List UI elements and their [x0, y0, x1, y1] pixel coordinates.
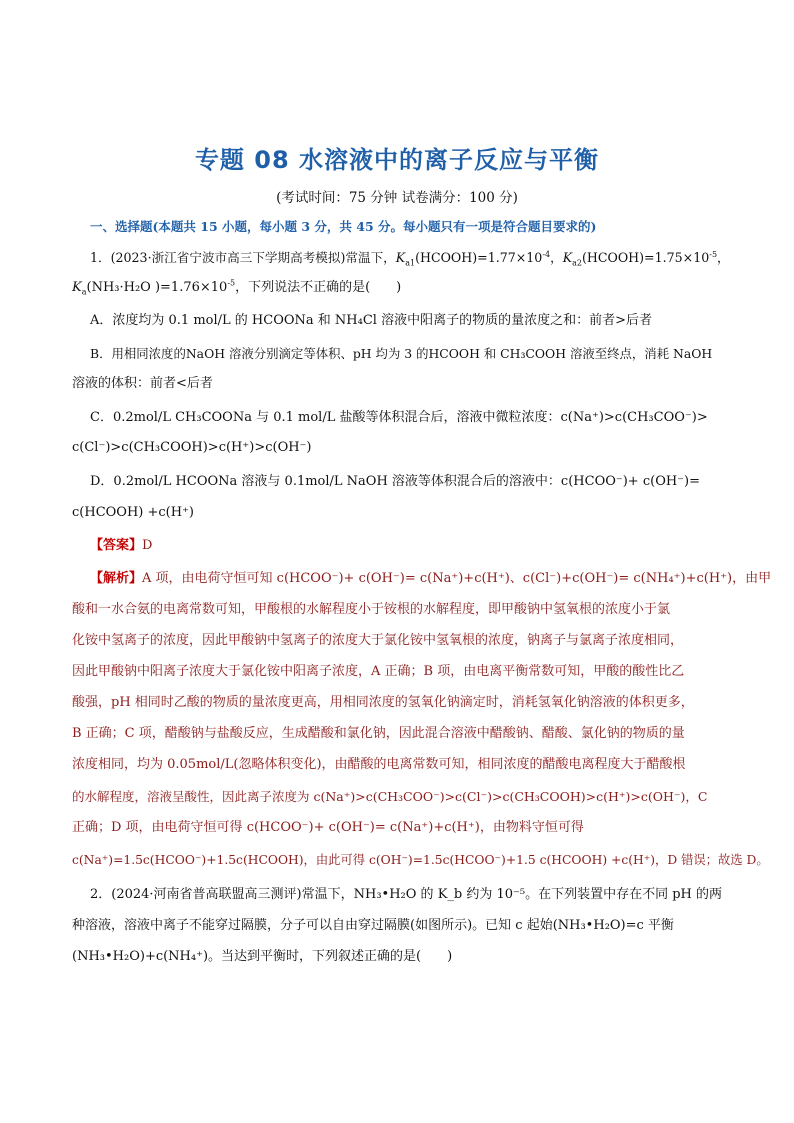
- q1-analysis-line10: c(Na⁺)=1.5c(HCOO⁻)+1.5c(HCOOH)，由此可得 c(OH⁻)=1.5c(HCOO⁻)+1.5 c(HCOOH) +c(H⁺)，D 错误；故选 D。: [72, 853, 769, 867]
- ka2-symbol: K: [562, 250, 573, 265]
- ka1-subscript: a1: [405, 258, 416, 268]
- q1-option-c-line1: C．0.2mol/L CH₃COONa 与 0.1 mol/L 盐酸等体积混合后，溶液中微粒浓度：c(Na⁺)>c(CH₃COO⁻)>: [90, 410, 708, 425]
- q2-stem-line2: 种溶液，溶液中离子不能穿过隔膜，分子可以自由穿过隔膜(如图所示)。已知 c 起始(NH₃•H₂O)=c 平衡: [72, 918, 674, 933]
- q1-option-b-line1: B．用相同浓度的NaOH 溶液分别滴定等体积、pH 均为 3 的HCOOH 和 CH₃COOH 溶液至终点，消耗 NaOH: [90, 346, 713, 361]
- ka1-exponent: -4: [542, 249, 551, 259]
- q1-stem-start: 1．(2023·浙江省宁波市高三下学期高考模拟)常温下，: [90, 250, 396, 265]
- q1-stem-line2: [72, 279, 732, 297]
- answer-label: 【答案】: [90, 538, 143, 553]
- q1-option-c-line2: c(Cl⁻)>c(CH₃COOH)>c(H⁺)>c(OH⁻): [72, 440, 312, 455]
- kb-symbol: K: [72, 280, 82, 295]
- analysis-label: 【解析】: [90, 571, 143, 586]
- q1-analysis-line9: 正确；D 项，由电荷守恒可得 c(HCOO⁻)+ c(OH⁻)= c(Na⁺)+c(H⁺)，由物料守恒可得: [72, 820, 584, 835]
- q1-option-d-line1: D．0.2mol/L HCOONa 溶液与 0.1mol/L NaOH 溶液等体积混合后的溶液中：c(HCOO⁻)+ c(OH⁻)=: [90, 474, 701, 489]
- ka2-exponent: -5: [709, 249, 718, 259]
- q1-answer: [90, 537, 750, 555]
- kb-exponent: -5: [227, 278, 236, 288]
- q1-option-b-line2: 溶液的体积：前者<后者: [72, 376, 213, 391]
- answer-value: D: [142, 538, 153, 553]
- q1-analysis-line2: 酸和一水合氨的电离常数可知，甲酸根的水解程度小于铵根的水解程度，即甲酸钠中氢氧根的浓度小于氯: [72, 602, 671, 617]
- analysis-text: A 项，由电荷守恒可知 c(HCOO⁻)+ c(OH⁻)= c(Na⁺)+c(H⁺)、c(Cl⁻)+c(OH⁻)= c(NH₄⁺)+c(H⁺)，由甲: [142, 571, 772, 586]
- kb-value: (NH₃·H₂O )=1.76×10: [86, 280, 228, 295]
- q2-stem-line1: 2．(2024·河南省普高联盟高三测评)常温下，NH₃•H₂O 的 K_b 约为 10⁻⁵。在下列装置中存在不同 pH 的两: [90, 887, 723, 902]
- q1-analysis-line3: 化铵中氢离子的浓度，因此甲酸钠中氢离子的浓度大于氯化铵中氢氧根的浓度，钠离子与氯离子浓度相同，: [72, 633, 684, 648]
- ka2-subscript: a2: [572, 258, 582, 268]
- q1-analysis-line8: 的水解程度，溶液呈酸性，因此离子浓度为 c(Na⁺)>c(CH₃COO⁻)>c(Cl⁻)>c(CH₃COOH)>c(H⁺)>c(OH⁻)，C: [72, 789, 708, 804]
- kb-subscript: a: [81, 287, 87, 297]
- q1-stem-line1: 1．(2023·浙江省宁波市高三下学期高考模拟)常温下，$K_{a1}(HCOOH)=1.77\times 10^{-4}$，$K_{a2}(HCOOH)=1.75\times 10^{-5}$，: [90, 249, 730, 268]
- ka1-symbol: K: [395, 250, 406, 265]
- q1-option-a: A．浓度均为 0.1 mol/L 的 HCOONa 和 NH₄Cl 溶液中阳离子的物质的量浓度之和：前者>后者: [90, 313, 652, 328]
- q1-stem-end: ，下列说法不正确的是( ): [235, 280, 402, 295]
- ka2-value: (HCOOH)=1.75×10: [581, 250, 710, 265]
- ka1-value: (HCOOH)=1.77×10: [415, 250, 543, 265]
- q1-analysis-line5: 酸强，pH 相同时乙酸的物质的量浓度更高，用相同浓度的氢氧化钠滴定时，消耗氢氧化钠溶液的体积更多，: [72, 695, 694, 710]
- q1-option-d-line2: c(HCOOH) +c(H⁺): [72, 505, 195, 520]
- q1-analysis-line7: 浓度相同，均为 0.05mol/L(忽略体积变化)，由醋酸的电离常数可知，相同浓度的醋酸电离程度大于醋酸根: [72, 757, 686, 772]
- q1-analysis-line6: B 正确；C 项，醋酸钠与盐酸反应，生成醋酸和氯化钠，因此混合溶液中醋酸钠、醋酸、氯化钠的物质的量: [72, 726, 685, 741]
- q1-analysis-line4: 因此甲酸钠中阳离子浓度大于氯化铵中阳离子浓度，A 正确；B 项，由电离平衡常数可知，甲酸的酸性比乙: [72, 664, 685, 679]
- q1-analysis-line1: [90, 570, 772, 588]
- section-heading: 一、选择题(本题共 15 小题，每小题 3 分，共 45 分。每小题只有一项是符合题目要求的): [90, 219, 597, 234]
- exam-info: (考试时间：75 分钟 试卷满分：100 分): [276, 190, 518, 206]
- q2-stem-line3: (NH₃•H₂O)+c(NH₄⁺)。当达到平衡时，下列叙述正确的是( ): [72, 949, 453, 964]
- page-title: 专题 08 水溶液中的离子反应与平衡: [194, 146, 600, 174]
